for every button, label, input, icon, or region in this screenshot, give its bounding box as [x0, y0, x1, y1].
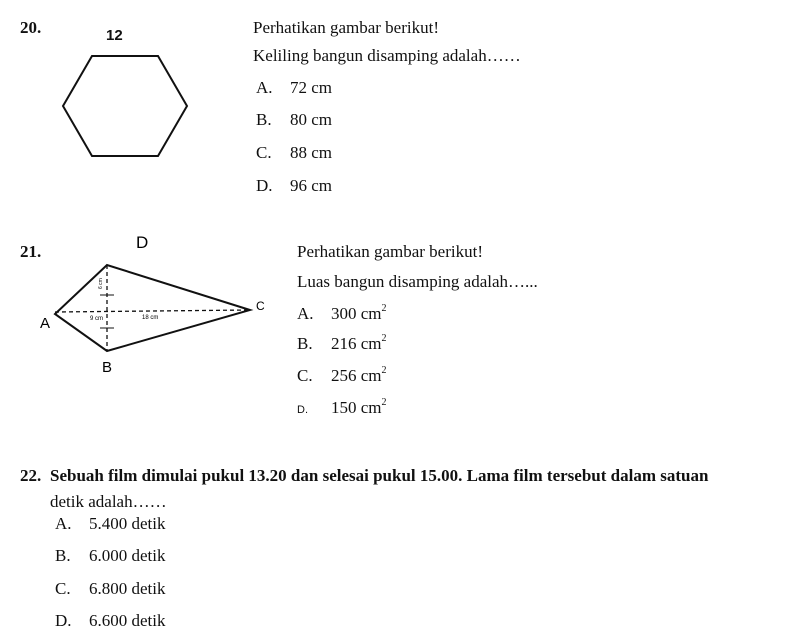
kite-length-ad: 9 cm — [90, 316, 104, 322]
question-22-text-line1: Sebuah film dimulai pukul 13.20 dan selesai pukul 15.00. Lama film tersebut dalam satuan — [50, 466, 709, 485]
option-21-b[interactable]: B. 216 $cm^2$ — [297, 333, 387, 353]
hexagon-figure — [60, 52, 192, 162]
kite-length-ac: 18 cm — [142, 315, 159, 321]
option-20-d[interactable]: D. 96 cm — [256, 176, 333, 195]
question-21-text: Luas bangun disamping adalah…... — [297, 272, 538, 291]
option-20-b[interactable]: B. 80 cm — [256, 110, 333, 129]
question-21-number: 21. — [20, 242, 42, 261]
kite-label-c: C — [256, 299, 265, 313]
option-22-d[interactable]: D. 6.600 detik — [55, 611, 166, 630]
question-20-number: 20. — [20, 18, 42, 37]
option-21-d[interactable]: D. 150 $cm^2$ — [297, 397, 387, 417]
kite-label-b: B — [102, 359, 113, 376]
question-22-text-line2: detik adalah…… — [50, 492, 167, 511]
kite-length-short: 6 cm — [98, 278, 104, 289]
option-22-b[interactable]: B. 6.000 detik — [55, 546, 166, 565]
option-22-a[interactable]: A. 5.400 detik — [55, 514, 166, 533]
kite-diagonal-ac — [55, 310, 250, 312]
hexagon-side-label: 12 — [106, 27, 123, 44]
question-22-number: 22. — [20, 466, 42, 485]
option-21-c[interactable]: C. 256 $cm^2$ — [297, 365, 387, 385]
question-20-text: Keliling bangun disamping adalah…… — [253, 46, 521, 65]
option-20-a[interactable]: A. 72 cm — [256, 78, 333, 97]
question-20-prompt: Perhatikan gambar berikut! — [253, 18, 439, 37]
option-20-c[interactable]: C. 88 cm — [256, 143, 333, 162]
kite-label-a: A — [40, 315, 51, 332]
option-21-a[interactable]: A. 300 $cm^2$ — [297, 303, 387, 323]
question-21-prompt: Perhatikan gambar berikut! — [297, 242, 483, 261]
kite-outline — [55, 265, 250, 351]
option-22-c[interactable]: C. 6.800 detik — [55, 579, 166, 598]
kite-label-d: D — [136, 233, 149, 252]
